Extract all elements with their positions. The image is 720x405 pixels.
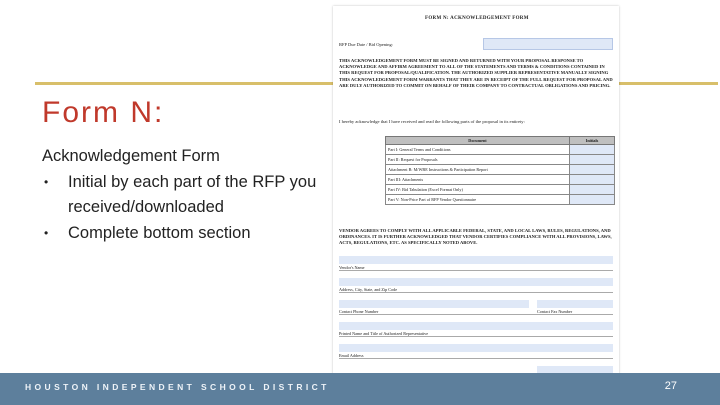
- initials-field: [570, 145, 615, 155]
- field-fill: [537, 300, 613, 308]
- initials-field: [570, 195, 615, 205]
- printed-name-field: [339, 322, 613, 337]
- initials-field: [570, 185, 615, 195]
- document-table: [385, 136, 615, 205]
- table-header-document: Document: [386, 137, 570, 145]
- bullet-item: [42, 221, 332, 247]
- form-image: [333, 6, 619, 386]
- slide-title: Form N:: [42, 96, 165, 129]
- field-fill: [339, 322, 613, 330]
- vendor-name-field: [339, 256, 613, 271]
- address-field: [339, 278, 613, 293]
- field-fill: [339, 256, 613, 264]
- slide-heading: Acknowledgement Form: [42, 147, 220, 165]
- bullet-dot-icon: •: [44, 174, 49, 189]
- document-name: Part II: Request for Proposals: [386, 155, 570, 165]
- bullet-dot-icon: •: [44, 225, 49, 240]
- field-label: Address, City, State, and Zip Code: [339, 287, 398, 292]
- table-row: [386, 155, 615, 165]
- bullet-text: Initial by each part of the RFP you received/downloaded: [68, 172, 317, 216]
- field-fill: [339, 300, 529, 308]
- table-row: [386, 145, 615, 155]
- rfp-due-date-field: [483, 38, 613, 50]
- document-name: Part I: General Terms and Conditions: [386, 145, 570, 155]
- initials-field: [570, 155, 615, 165]
- table-row: [386, 175, 615, 185]
- form-instructions: THIS ACKNOWLEDGEMENT FORM MUST BE SIGNED AND RETURNED WITH YOUR PROPOSAL RESPONSE TO ACKNOWLEDGE AND AFFIRM AGREEMENT TO ALL OF THE STATEMENTS AND TERMS & CONDITIONS CONTAINED IN THIS REQUEST FOR PROPOSAL/QUALIFICATION. THE AUTHORIZED SUPPLIER REPRESENTATIVE MANUALLY SIGNING THIS ACKNOWLEDGEMENT FORM WARRANTS THAT THEY ARE IN RECEIPT OF THE FULL REQUEST FOR PROPOSAL AND ARE DULY AUTHORIZED TO COMMIT ON BEHALF OF THEIR COMPANY TO CONTRACTUAL OBLIGATIONS AND PRICING.: [339, 58, 613, 88]
- slide-body: [42, 144, 332, 246]
- field-fill: [339, 344, 613, 352]
- field-label: Email Address: [339, 353, 364, 358]
- field-label: Printed Name and Title of Authorized Representative: [339, 331, 429, 336]
- field-label: Vendor's Name: [339, 265, 365, 270]
- field-label-right: Contact Fax Number: [537, 309, 573, 314]
- document-name: Part III: Attachments: [386, 175, 570, 185]
- table-row: [386, 165, 615, 175]
- field-fill: [339, 278, 613, 286]
- ack-statement: I hereby acknowledge that I have received and read the following parts of the proposal in its entirety:: [339, 119, 525, 124]
- field-label: Contact Phone Number: [339, 309, 379, 314]
- initials-field: [570, 175, 615, 185]
- bullet-item: [42, 170, 332, 221]
- document-name: Part V: Non-Price Part of RFP Vendor Questionnaire: [386, 195, 570, 205]
- document-name: Attachment B: M/WBE Instructions & Participation Report: [386, 165, 570, 175]
- phone-fax-field: [339, 300, 613, 315]
- table-row: [386, 195, 615, 205]
- bullet-text: Complete bottom section: [68, 223, 251, 242]
- compliance-statement: VENDOR AGREES TO COMPLY WITH ALL APPLICABLE FEDERAL, STATE, AND LOCAL LAWS, RULES, REGULATIONS, AND ORDINANCES. IT IS FURTHER ACKNOWLEDGED THAT VENDOR CERTIFIES COMPLIANCE WITH ALL PROVISIONS, LAWS, ACTS, REGULATIONS, ETC. AS SPECIFICALLY NOTED ABOVE.: [339, 228, 612, 246]
- page-number: 27: [664, 380, 677, 392]
- email-field: [339, 344, 613, 359]
- form-title: FORM N: ACKNOWLEDGEMENT FORM: [425, 16, 529, 21]
- table-header-initials: Initials: [570, 137, 615, 145]
- initials-field: [570, 165, 615, 175]
- rfp-due-date-label: RFP Due Date / Bid Opening:: [339, 42, 393, 47]
- document-name: Part IV: Bid Tabulation (Excel Format Only): [386, 185, 570, 195]
- footer-org-name: HOUSTON INDEPENDENT SCHOOL DISTRICT: [25, 382, 330, 392]
- footer-bar: [0, 373, 720, 405]
- table-row: [386, 185, 615, 195]
